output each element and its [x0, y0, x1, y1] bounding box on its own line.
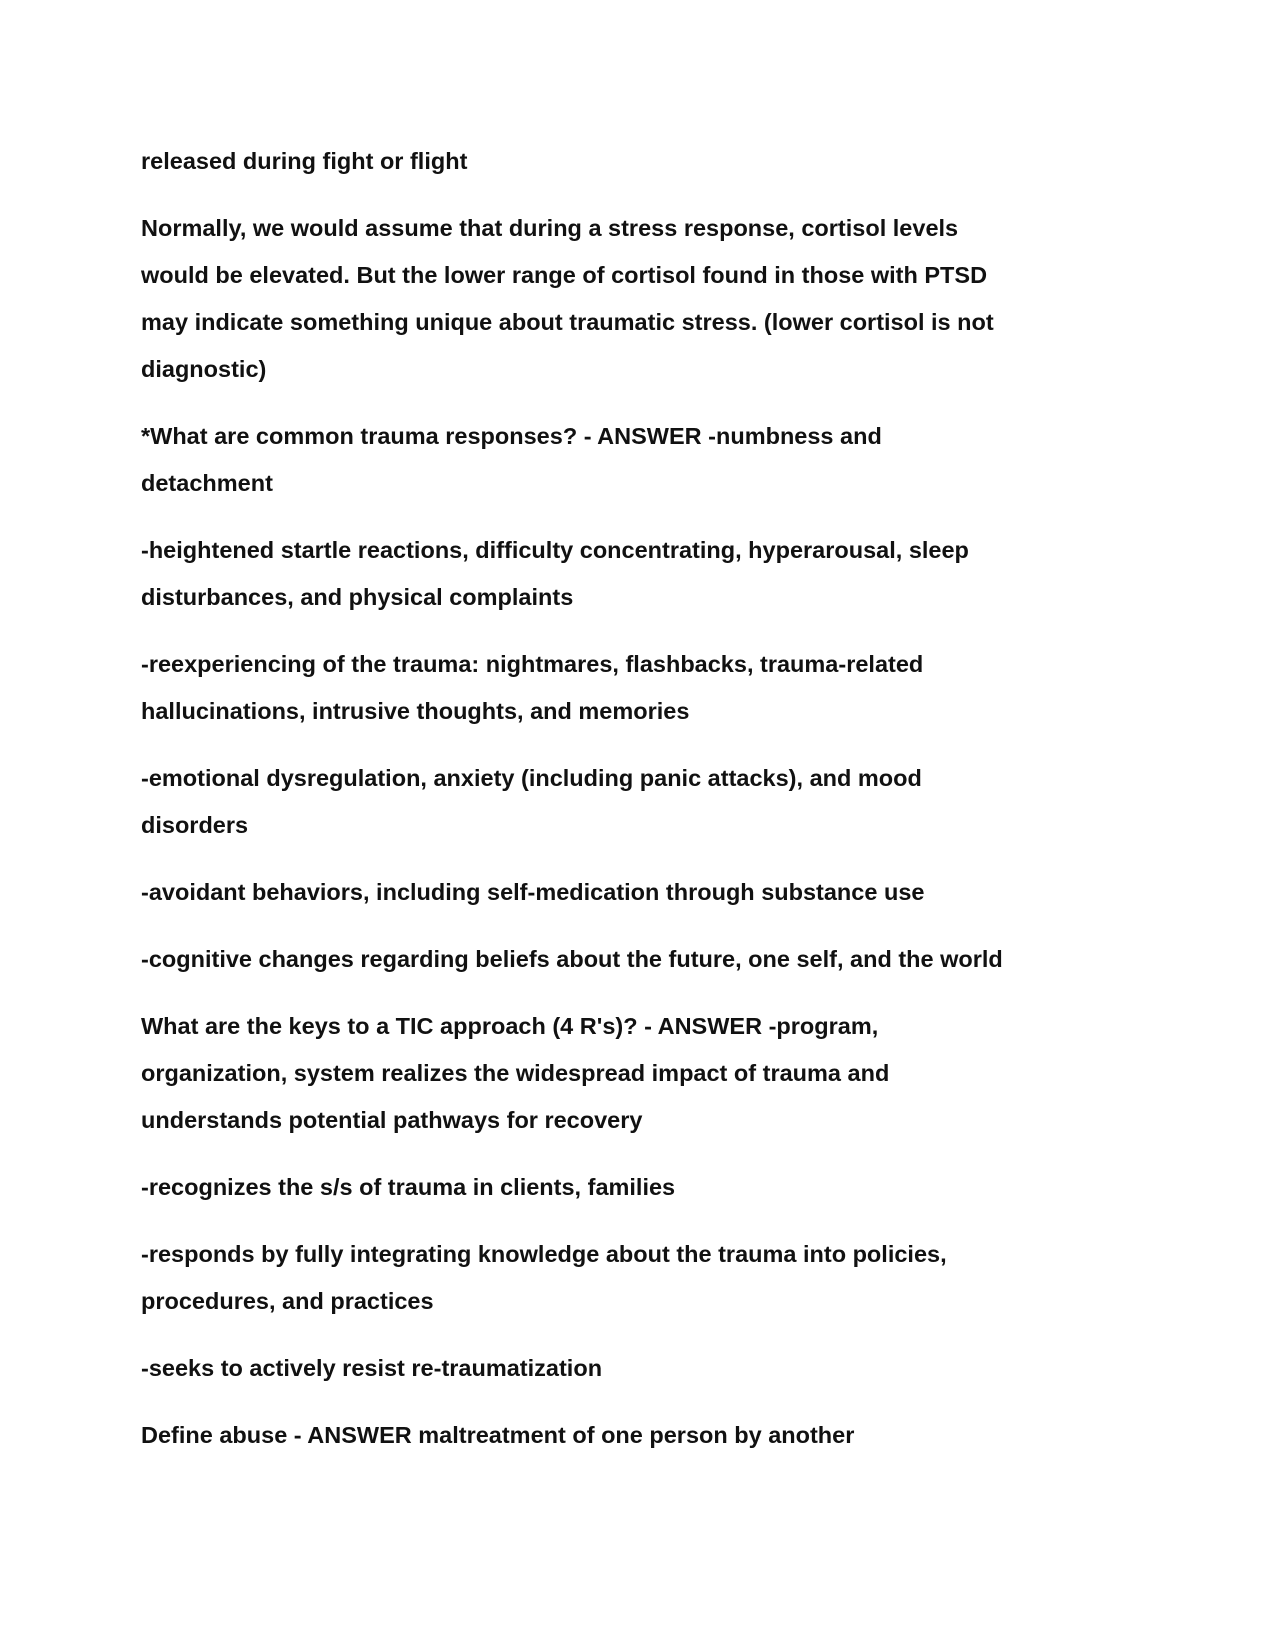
- text-line: disorders: [141, 812, 249, 838]
- text-line: -avoidant behaviors, including self-medication through substance use: [141, 879, 925, 905]
- document-page: [141, 138, 1141, 1479]
- text-line: What are the keys to a TIC approach (4 R's)? - ANSWER -program,: [141, 1013, 879, 1039]
- text-line: Normally, we would assume that during a stress response, cortisol levels: [141, 215, 959, 241]
- paragraph: [141, 413, 1141, 507]
- paragraph: [141, 1412, 1141, 1459]
- paragraph: [141, 755, 1141, 849]
- text-line: -responds by fully integrating knowledge about the trauma into policies,: [141, 1241, 947, 1267]
- text-line: hallucinations, intrusive thoughts, and memories: [141, 698, 690, 724]
- paragraph: [141, 869, 1141, 916]
- text-line: *What are common trauma responses? - ANSWER -numbness and: [141, 423, 882, 449]
- paragraph: [141, 1231, 1141, 1325]
- text-line: may indicate something unique about traumatic stress. (lower cortisol is not: [141, 309, 994, 335]
- text-line: detachment: [141, 470, 273, 496]
- paragraph: [141, 936, 1141, 983]
- text-line: -reexperiencing of the trauma: nightmares, flashbacks, trauma-related: [141, 651, 924, 677]
- text-line: released during fight or flight: [141, 148, 468, 174]
- paragraph: [141, 1003, 1141, 1144]
- text-line: diagnostic): [141, 356, 267, 382]
- text-line: understands potential pathways for recovery: [141, 1107, 643, 1133]
- paragraph: [141, 1345, 1141, 1392]
- text-line: -heightened startle reactions, difficulty concentrating, hyperarousal, sleep: [141, 537, 969, 563]
- text-line: disturbances, and physical complaints: [141, 584, 574, 610]
- paragraph: [141, 527, 1141, 621]
- text-line: -emotional dysregulation, anxiety (including panic attacks), and mood: [141, 765, 922, 791]
- paragraph: [141, 1164, 1141, 1211]
- paragraph: [141, 641, 1141, 735]
- text-line: would be elevated. But the lower range of cortisol found in those with PTSD: [141, 262, 988, 288]
- text-line: -recognizes the s/s of trauma in clients, families: [141, 1174, 676, 1200]
- paragraph: [141, 138, 1141, 185]
- text-line: -seeks to actively resist re-traumatization: [141, 1355, 603, 1381]
- text-line: organization, system realizes the widespread impact of trauma and: [141, 1060, 890, 1086]
- text-line: Define abuse - ANSWER maltreatment of one person by another: [141, 1422, 855, 1448]
- paragraph: [141, 205, 1141, 393]
- text-line: procedures, and practices: [141, 1288, 434, 1314]
- text-line: -cognitive changes regarding beliefs about the future, one self, and the world: [141, 946, 1003, 972]
